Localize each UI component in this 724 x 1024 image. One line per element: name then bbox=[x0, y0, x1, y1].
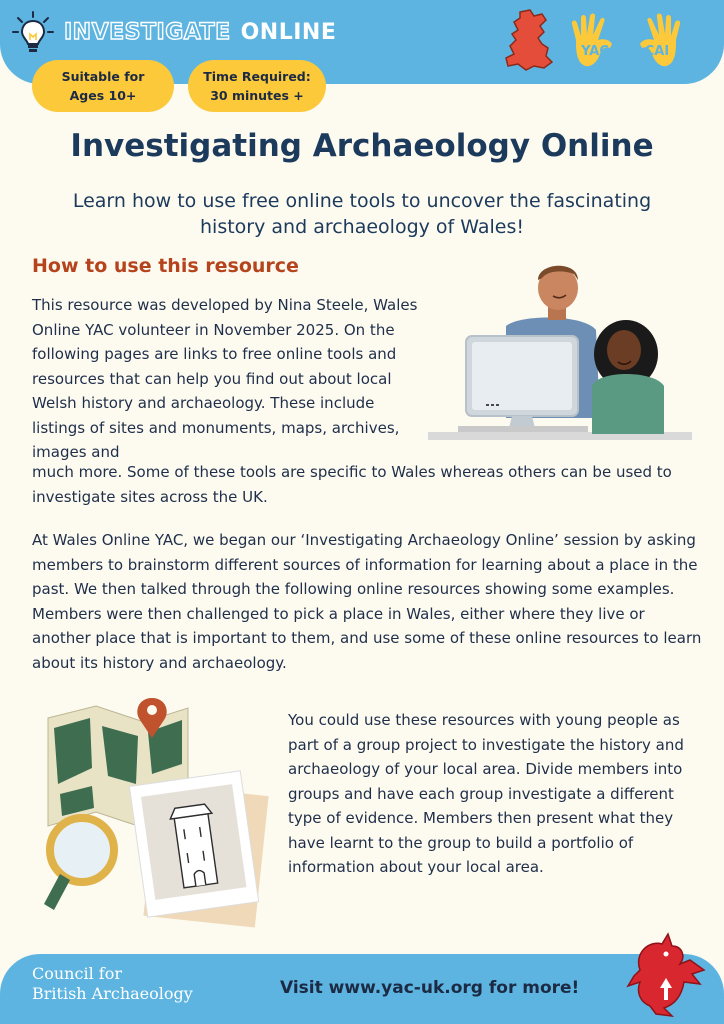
intro-paragraph: This resource was developed by Nina Steele, Wales Online YAC volunteer in November 2025. On the following pages are links to free online tools and resources that can help you find out about local Welsh history and archaeology. These include listings of sites and monuments, maps, archives, images and bbox=[32, 296, 418, 461]
time-pill bbox=[188, 60, 326, 112]
brand-investigate: INVESTIGATE bbox=[64, 20, 231, 45]
cai-hand-logo bbox=[628, 10, 686, 76]
cba-logo-text bbox=[32, 964, 193, 1004]
website-call-to-action[interactable]: Visit www.yac-uk.org for more! bbox=[280, 978, 580, 998]
section-heading: How to use this resource bbox=[32, 255, 299, 277]
page-title: Investigating Archaeology Online bbox=[70, 128, 654, 164]
brand-online: ONLINE bbox=[240, 20, 337, 45]
people-computer-illustration bbox=[428, 258, 692, 444]
badge-yac-text: YAC bbox=[581, 44, 609, 59]
map-photo-illustration bbox=[40, 698, 276, 934]
session-paragraph: At Wales Online YAC, we began our ‘Investigating Archaeology Online’ session by asking members to brainstorm different sources of information for learning about a place in the past. We then talked through the following online resources showing some examples. Members were then challenged to pick a place in Wales, either where they live or another place that is important to them, and use some of these online resources to learn about its history and archaeology. bbox=[32, 531, 702, 672]
cba-line1: Council for bbox=[32, 964, 122, 983]
badge-cai-text: CAI bbox=[644, 44, 670, 59]
time-pill-line2: 30 minutes + bbox=[210, 88, 304, 103]
age-pill-line2: Ages 10+ bbox=[69, 88, 137, 103]
age-pill-line1: Suitable for bbox=[61, 69, 145, 84]
group-project-paragraph: You could use these resources with young people as part of a group project to investigate the history and archaeology of your local area. Divide members into groups and have each group investigate a different type of evidence. Members then present what they have learnt to the group to build a portfolio of information about your local area. bbox=[288, 711, 684, 876]
brand-wordmark bbox=[64, 20, 336, 45]
yac-hand-logo bbox=[566, 10, 624, 76]
welsh-dragon-icon bbox=[620, 930, 712, 1018]
page-subtitle: Learn how to use free online tools to uncover the fascinating history and archaeology of Wales! bbox=[72, 190, 652, 238]
intro-paragraph-continued: much more. Some of these tools are specific to Wales whereas others can be used to investigate sites across the UK. bbox=[32, 463, 672, 506]
wales-map-icon bbox=[500, 8, 558, 74]
hand-icon bbox=[566, 10, 624, 76]
time-pill-line1: Time Required: bbox=[203, 69, 311, 84]
age-pill bbox=[32, 60, 174, 112]
lightbulb-icon bbox=[12, 10, 54, 56]
cba-line2: British Archaeology bbox=[32, 984, 193, 1003]
hand-icon bbox=[628, 10, 686, 76]
